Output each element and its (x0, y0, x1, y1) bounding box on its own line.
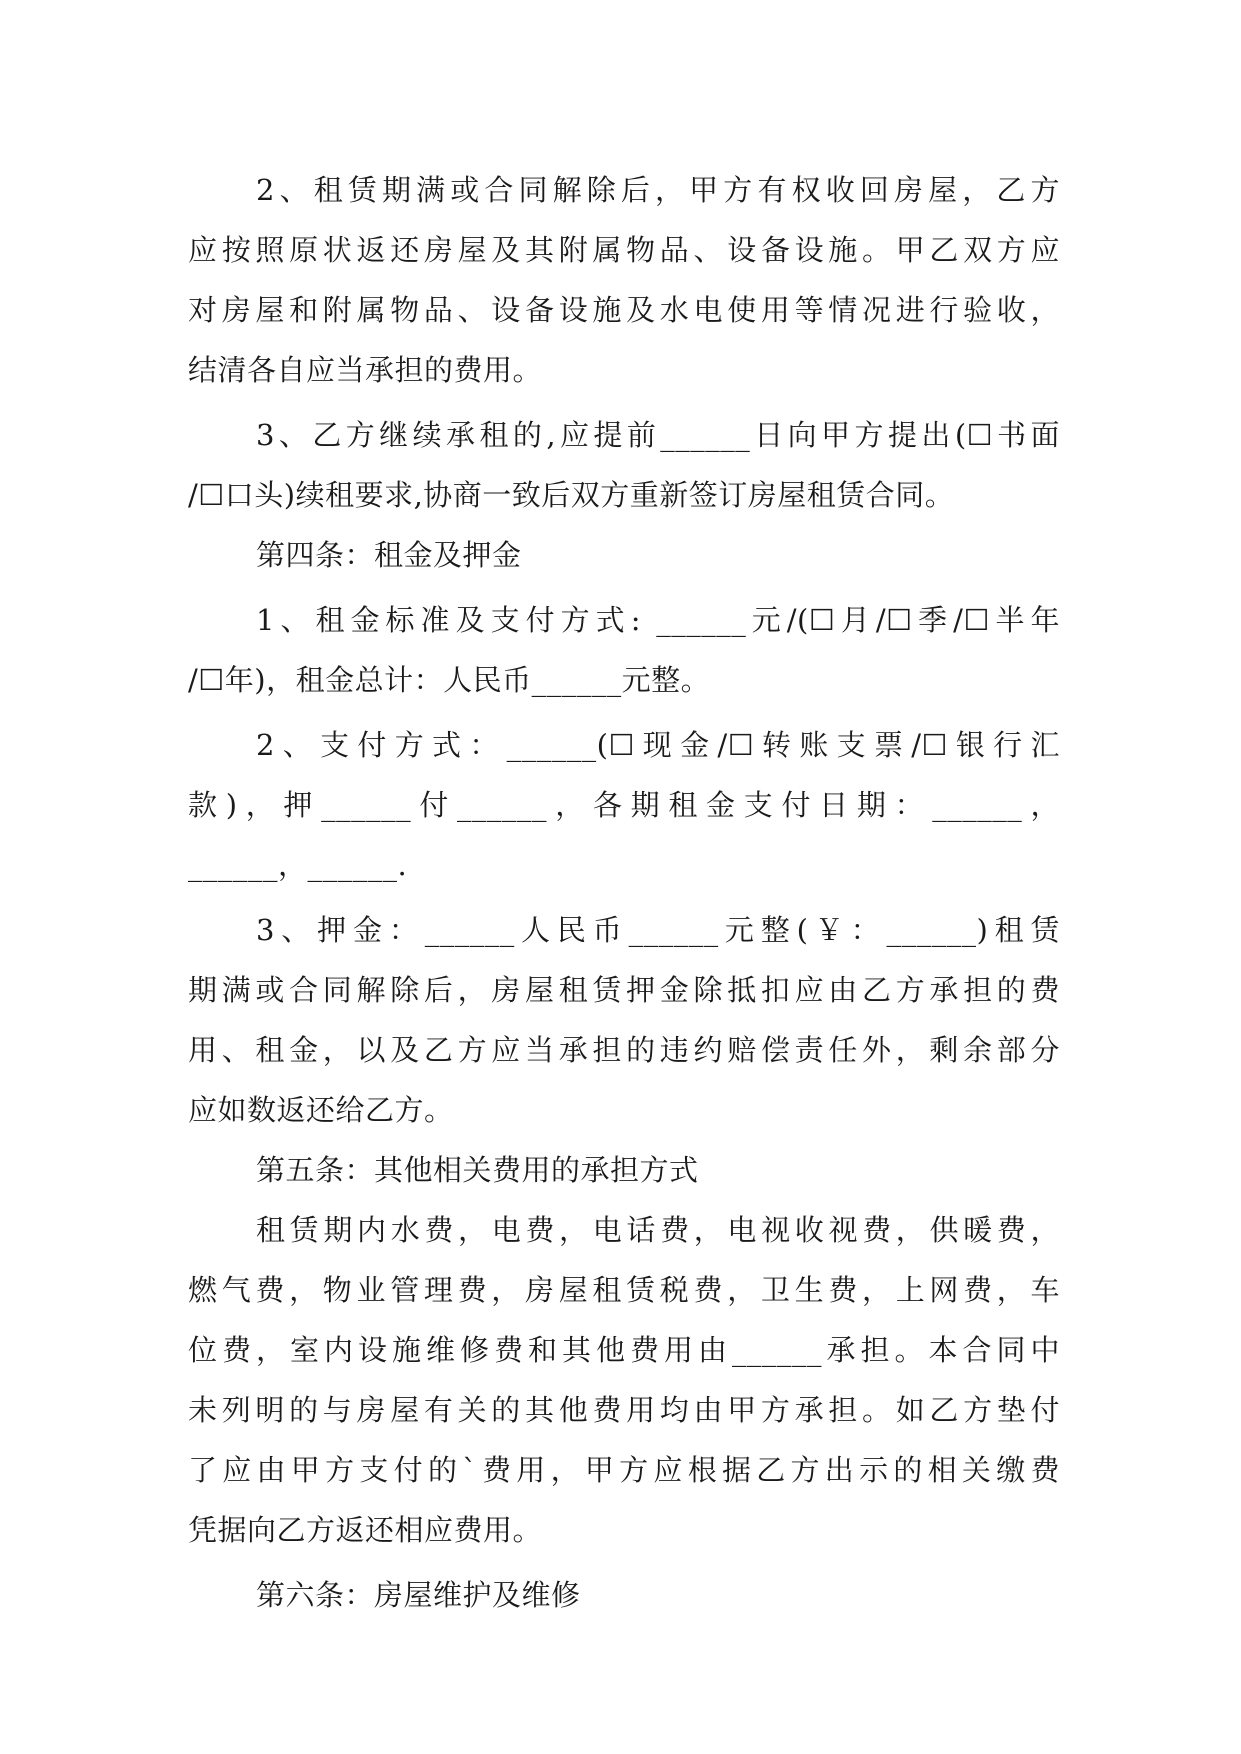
paragraph-line: 2、租赁期满或合同解除后，甲方有权收回房屋，乙方 (256, 173, 1060, 207)
paragraph-line: /☐口头)续租要求,协商一致后双方重新签订房屋租赁合同。 (188, 478, 955, 512)
paragraph-line: 2、支付方式：______(☐现金/☐转账支票/☐银行汇 (256, 728, 1060, 762)
paragraph-line: 款)，押______付______，各期租金支付日期：______， (188, 788, 1060, 822)
paragraph-line: 燃气费，物业管理费，房屋租赁税费，卫生费，上网费，车 (188, 1273, 1060, 1307)
paragraph-line: 租赁期内水费，电费，电话费，电视收视费，供暖费， (256, 1213, 1060, 1247)
paragraph-line: 应按照原状返还房屋及其附属物品、设备设施。甲乙双方应 (188, 233, 1060, 267)
paragraph-line: 用、租金，以及乙方应当承担的违约赔偿责任外，剩余部分 (188, 1033, 1060, 1067)
paragraph-line: /☐年)，租金总计：人民币______元整。 (188, 663, 711, 697)
paragraph-line: 位费，室内设施维修费和其他费用由______承担。本合同中 (188, 1333, 1060, 1367)
paragraph-line: 3、押金：______人民币______元整(￥：______)租赁 (256, 913, 1060, 947)
paragraph-line: ______，______. (188, 848, 408, 882)
paragraph-line: 3、乙方继续承租的,应提前______日向甲方提出(☐书面 (256, 418, 1060, 452)
section-heading: 第五条：其他相关费用的承担方式 (256, 1153, 699, 1187)
section-heading: 第六条：房屋维护及维修 (256, 1578, 581, 1612)
paragraph-line: 凭据向乙方返还相应费用。 (188, 1513, 543, 1547)
paragraph-line: 1、租金标准及支付方式: ______元/(☐月/☐季/☐半年 (256, 603, 1060, 637)
paragraph-line: 对房屋和附属物品、设备设施及水电使用等情况进行验收， (188, 293, 1060, 327)
paragraph-line: 期满或合同解除后，房屋租赁押金除抵扣应由乙方承担的费 (188, 973, 1060, 1007)
paragraph-line: 应如数返还给乙方。 (188, 1093, 454, 1127)
paragraph-line: 了应由甲方支付的`费用，甲方应根据乙方出示的相关缴费 (188, 1453, 1060, 1487)
document-page (188, 160, 1060, 1625)
paragraph-line: 未列明的与房屋有关的其他费用均由甲方承担。如乙方垫付 (188, 1393, 1060, 1427)
section-heading: 第四条：租金及押金 (256, 538, 522, 572)
paragraph-line: 结清各自应当承担的费用。 (188, 353, 543, 387)
